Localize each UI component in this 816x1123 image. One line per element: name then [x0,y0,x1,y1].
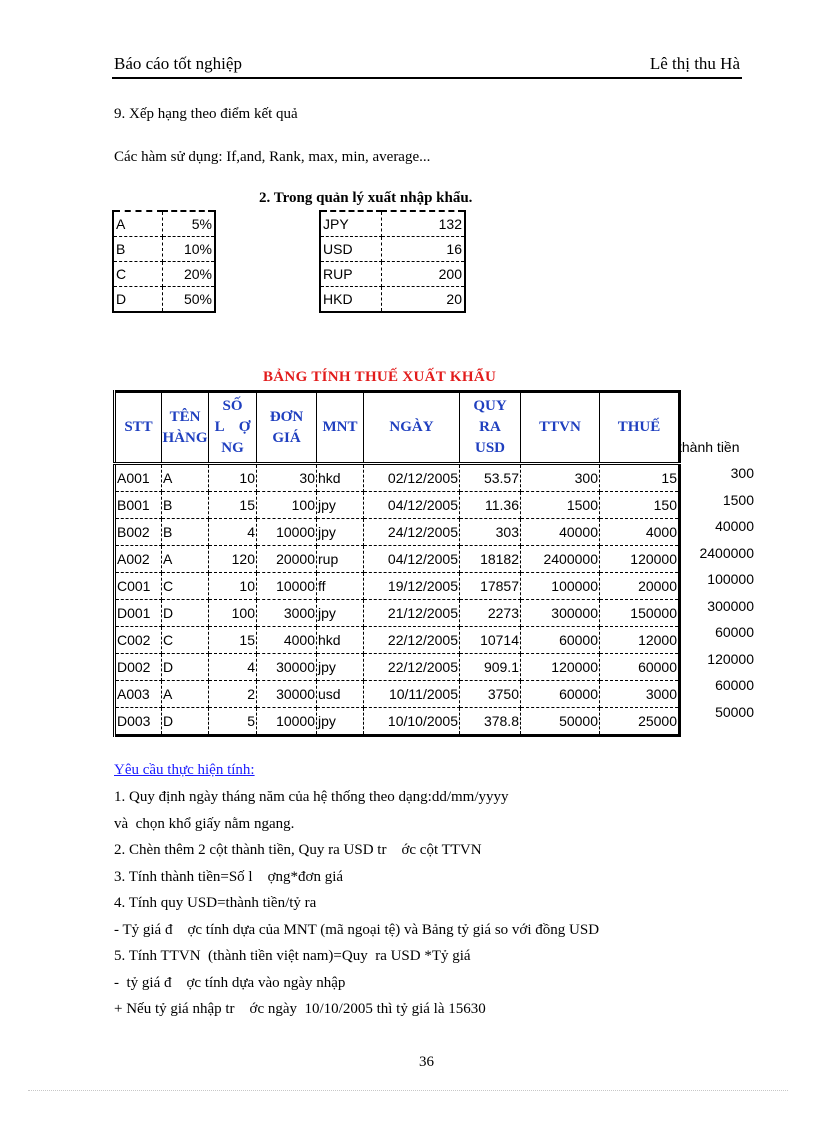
cell-ngay: 10/11/2005 [364,681,460,708]
table-row [115,573,680,600]
rate-right-row [320,211,465,237]
requirement-line: 4. Tính quy USD=thành tiền/tỷ ra [114,895,317,911]
rate-right-key: USD [320,237,382,262]
rate-right-row [320,262,465,287]
cell-mnt: hkd [317,627,364,654]
cell-ten-hang: D [162,708,209,736]
cell-stt: D002 [115,654,162,681]
cell-ngay: 24/12/2005 [364,519,460,546]
table-title: BẢNG TÍNH THUẾ XUẤT KHẨU [263,369,497,385]
cell-thanh-tien: 1500 [722,491,754,508]
rate-right-key: RUP [320,262,382,287]
cell-ten-hang: C [162,573,209,600]
table-row [115,627,680,654]
cell-so-luong: 10 [209,464,257,492]
rate-left-key: C [113,262,163,287]
requirement-line: 5. Tính TTVN (thành tiền việt nam)=Quy ra USD *Tỷ giá [114,948,471,964]
cell-ten-hang: B [162,492,209,519]
requirement-line: 2. Chèn thêm 2 cột thành tiền, Quy ra USD tr ớc cột TTVN [114,842,482,858]
cell-thanh-tien: 120000 [707,650,754,667]
cell-mnt: jpy [317,654,364,681]
cell-thue: 25000 [600,708,680,736]
cell-ttvn: 120000 [521,654,600,681]
col-header-thue: THUẾ [600,392,680,464]
cell-quy-ra-usd: 303 [460,519,521,546]
table-row [115,464,680,492]
cell-ten-hang: D [162,654,209,681]
col-header-ten-hang: TÊN HÀNG [162,392,209,464]
requirement-line: và chọn khổ giấy nằm ngang. [114,815,295,832]
table-row [115,600,680,627]
cell-ten-hang: B [162,519,209,546]
table-row [115,492,680,519]
table-row [115,708,680,736]
cell-ngay: 04/12/2005 [364,546,460,573]
table-row [115,519,680,546]
requirement-line: 3. Tính thành tiền=Số l ợng*đơn giá [114,868,344,885]
cell-so-luong: 4 [209,519,257,546]
requirements-title[interactable]: Yêu cầu thực hiện tính: [114,762,255,778]
cell-thanh-tien: 60000 [715,677,754,693]
rate-right-value: 132 [382,211,466,237]
cell-ten-hang: A [162,546,209,573]
cell-thue: 3000 [600,681,680,708]
rate-left-key: B [113,237,163,262]
cell-ttvn: 40000 [521,519,600,546]
cell-mnt: ff [317,573,364,600]
col-header-thanh-tien: thành tiền [678,439,740,455]
table-row [115,654,680,681]
col-header-mnt: MNT [317,392,364,464]
cell-thue: 12000 [600,627,680,654]
cell-quy-ra-usd: 18182 [460,546,521,573]
cell-thanh-tien: 60000 [715,624,754,640]
cell-mnt: jpy [317,708,364,736]
col-header-ttvn: TTVN [521,392,600,464]
cell-so-luong: 5 [209,708,257,736]
cell-stt: A001 [115,464,162,492]
cell-don-gia: 4000 [257,627,317,654]
cell-ngay: 22/12/2005 [364,654,460,681]
cell-mnt: jpy [317,519,364,546]
cell-ngay: 21/12/2005 [364,600,460,627]
cell-ttvn: 2400000 [521,546,600,573]
col-header-stt: STT [115,392,162,464]
cell-don-gia: 30 [257,464,317,492]
cell-stt: A002 [115,546,162,573]
cell-thanh-tien: 50000 [715,703,754,720]
cell-mnt: rup [317,546,364,573]
rates-left-table [112,210,216,313]
cell-ttvn: 60000 [521,627,600,654]
col-header-so-luong: SỐ L Ợ NG [209,392,257,464]
rate-right-row [320,287,465,313]
cell-thanh-tien: 2400000 [699,544,754,561]
rate-left-row [113,287,215,313]
cell-quy-ra-usd: 2273 [460,600,521,627]
cell-quy-ra-usd: 3750 [460,681,521,708]
rate-right-row [320,237,465,262]
section-title: 2. Trong quản lý xuất nhập khẩu. [259,190,473,206]
cell-quy-ra-usd: 53.57 [460,464,521,492]
rate-right-key: HKD [320,287,382,313]
cell-stt: B001 [115,492,162,519]
table-row [115,546,680,573]
cell-don-gia: 10000 [257,708,317,736]
cell-mnt: jpy [317,492,364,519]
col-header-ngay: NGÀY [364,392,460,464]
cell-ttvn: 1500 [521,492,600,519]
cell-so-luong: 15 [209,627,257,654]
rate-right-value: 200 [382,262,466,287]
rate-left-row [113,237,215,262]
header-rule [112,77,742,79]
cell-stt: D003 [115,708,162,736]
table-row [115,681,680,708]
requirement-line: - Tỷ giá đ ợc tính dựa của MNT (mã ngoại tệ) và Bảng tỷ giá so với đồng USD [114,921,600,938]
cell-don-gia: 30000 [257,654,317,681]
cell-stt: D001 [115,600,162,627]
page-number: 36 [419,1054,434,1070]
cell-so-luong: 4 [209,654,257,681]
cell-mnt: usd [317,681,364,708]
cell-thue: 4000 [600,519,680,546]
cell-so-luong: 2 [209,681,257,708]
cell-thue: 20000 [600,573,680,600]
rate-left-value: 50% [163,287,216,313]
cell-ttvn: 60000 [521,681,600,708]
rate-right-value: 16 [382,237,466,262]
cell-don-gia: 10000 [257,573,317,600]
page-bottom-dotted-rule [28,1090,788,1091]
cell-thue: 150 [600,492,680,519]
cell-ngay: 10/10/2005 [364,708,460,736]
cell-so-luong: 15 [209,492,257,519]
intro-line-1: 9. Xếp hạng theo điểm kết quả [114,106,298,122]
cell-thue: 150000 [600,600,680,627]
header-left: Báo cáo tốt nghiệp [114,54,242,73]
cell-ttvn: 100000 [521,573,600,600]
cell-ten-hang: D [162,600,209,627]
cell-quy-ra-usd: 909.1 [460,654,521,681]
rate-left-row [113,211,215,237]
cell-quy-ra-usd: 378.8 [460,708,521,736]
cell-don-gia: 20000 [257,546,317,573]
rate-left-row [113,262,215,287]
requirement-line: + Nếu tỷ giá nhập tr ớc ngày 10/10/2005 thì tỷ giá là 15630 [114,1001,486,1017]
requirement-line: - tỷ giá đ ợc tính dựa vào ngày nhập [114,974,346,991]
cell-don-gia: 100 [257,492,317,519]
cell-thue: 60000 [600,654,680,681]
rates-right-table [319,210,466,313]
export-tax-table [113,390,681,737]
cell-so-luong: 120 [209,546,257,573]
cell-ttvn: 300000 [521,600,600,627]
cell-thanh-tien: 100000 [707,571,754,587]
cell-quy-ra-usd: 11.36 [460,492,521,519]
cell-thanh-tien: 300000 [707,597,754,614]
cell-ttvn: 50000 [521,708,600,736]
rate-left-value: 5% [163,211,216,237]
cell-don-gia: 3000 [257,600,317,627]
col-header-quy-ra-usd: QUY RA USD [460,392,521,464]
cell-ttvn: 300 [521,464,600,492]
rate-left-value: 10% [163,237,216,262]
intro-line-2: Các hàm sử dụng: If,and, Rank, max, min, average... [114,149,431,165]
cell-so-luong: 100 [209,600,257,627]
cell-stt: A003 [115,681,162,708]
cell-thanh-tien: 300 [730,465,754,481]
cell-ngay: 22/12/2005 [364,627,460,654]
col-header-don-gia: ĐƠN GIÁ [257,392,317,464]
rate-left-key: A [113,211,163,237]
cell-don-gia: 30000 [257,681,317,708]
rate-left-key: D [113,287,163,313]
rate-left-value: 20% [163,262,216,287]
cell-thanh-tien: 40000 [715,518,754,534]
cell-stt: C002 [115,627,162,654]
cell-thue: 15 [600,464,680,492]
cell-thue: 120000 [600,546,680,573]
cell-stt: B002 [115,519,162,546]
cell-mnt: jpy [317,600,364,627]
rate-right-value: 20 [382,287,466,313]
cell-ten-hang: A [162,681,209,708]
cell-quy-ra-usd: 10714 [460,627,521,654]
cell-don-gia: 10000 [257,519,317,546]
cell-ten-hang: C [162,627,209,654]
cell-mnt: hkd [317,464,364,492]
cell-ngay: 04/12/2005 [364,492,460,519]
cell-quy-ra-usd: 17857 [460,573,521,600]
cell-ngay: 02/12/2005 [364,464,460,492]
rate-right-key: JPY [320,211,382,237]
cell-so-luong: 10 [209,573,257,600]
header-right: Lê thị thu Hà [649,54,740,73]
cell-ten-hang: A [162,464,209,492]
cell-stt: C001 [115,573,162,600]
requirement-line: 1. Quy định ngày tháng năm của hệ thống theo dạng:dd/mm/yyyy [114,789,509,805]
cell-ngay: 19/12/2005 [364,573,460,600]
